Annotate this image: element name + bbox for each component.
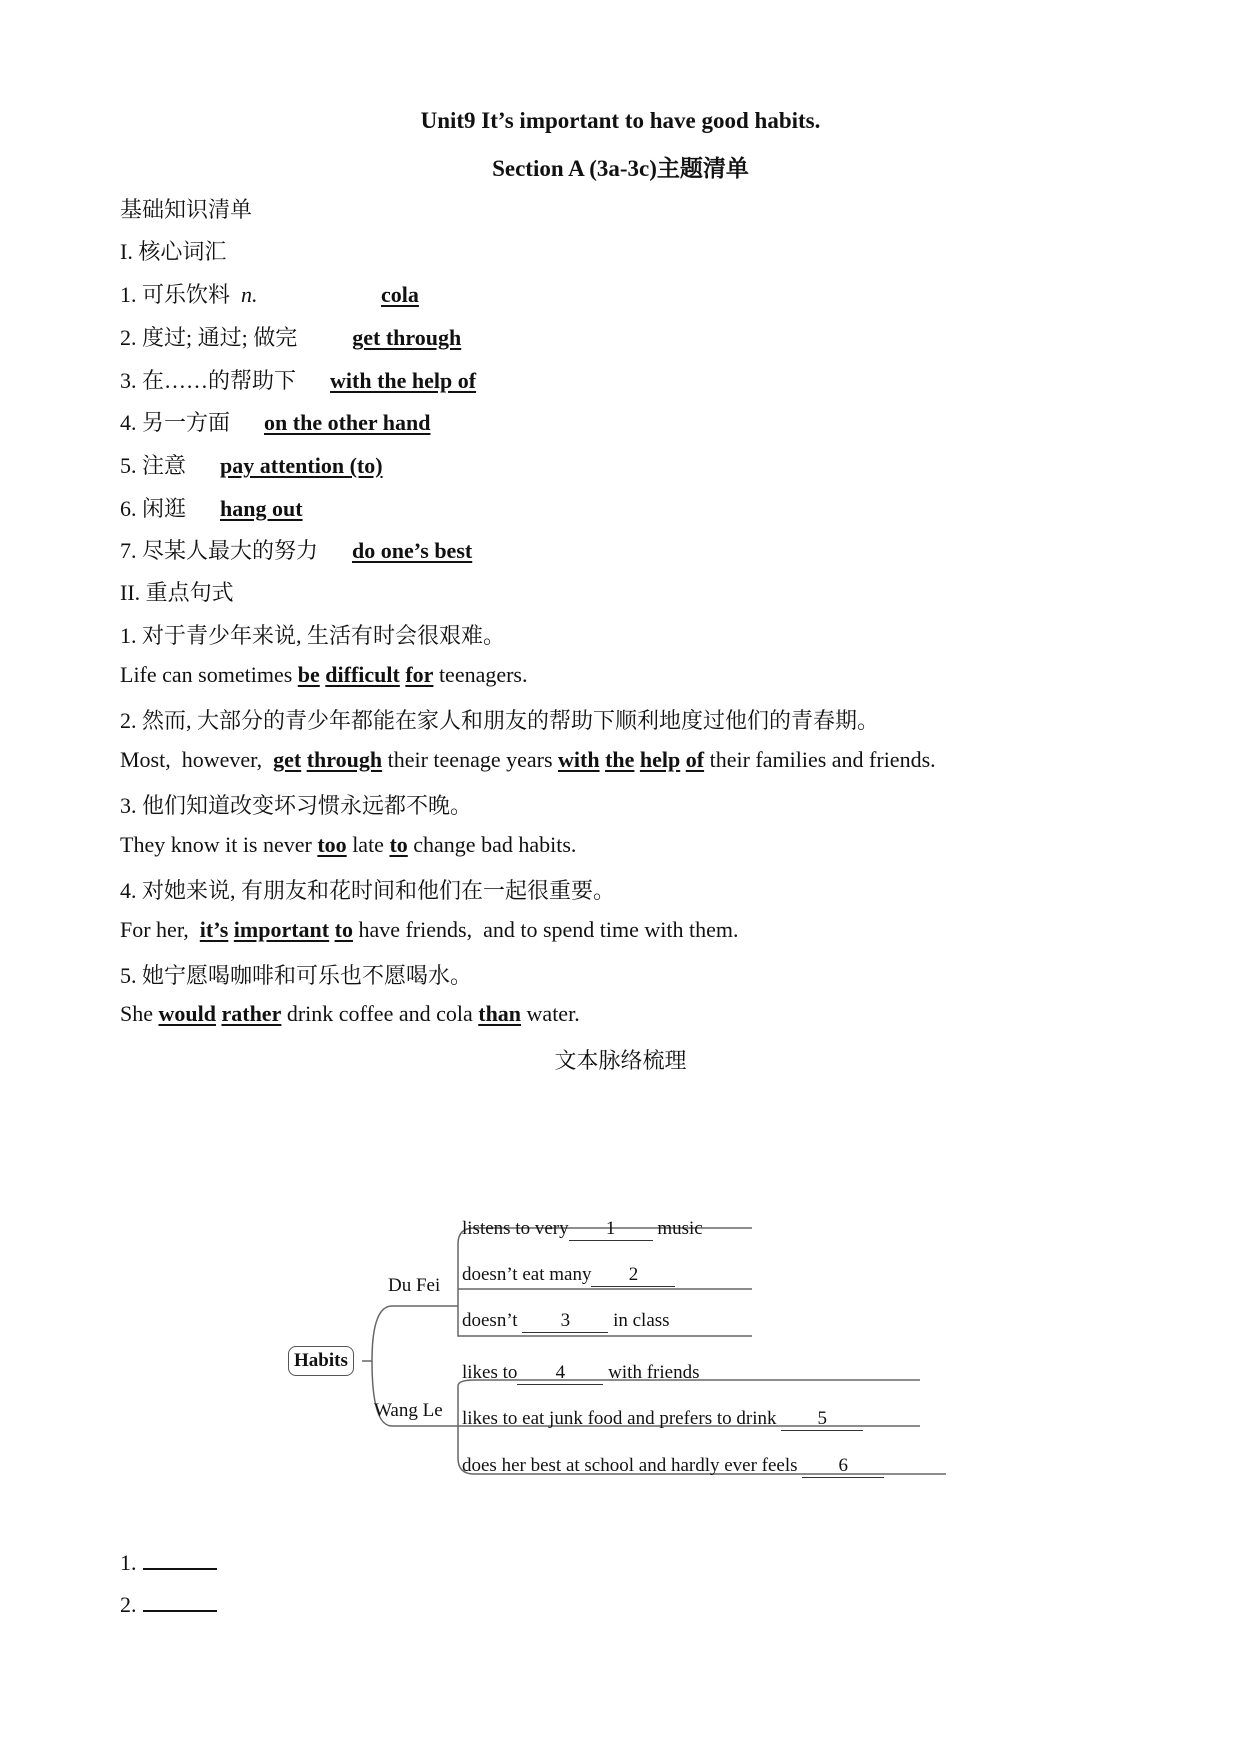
vocab-pos: n.: [241, 282, 258, 307]
answer-line: [120, 1592, 217, 1618]
answer-num: 1.: [120, 1550, 137, 1575]
mindmap-leaf: [462, 1455, 884, 1478]
page-title: Unit9 It’s important to have good habits.: [420, 108, 821, 133]
vocab-item: [120, 406, 430, 437]
vocab-item: [120, 364, 476, 395]
sentence-answer: help: [639, 747, 681, 772]
vocab-item: [120, 321, 461, 352]
sentence-answer: the: [605, 747, 635, 772]
vocab-item: [120, 449, 383, 480]
vocab-num: 5.: [120, 453, 137, 478]
sentence-answer: than: [478, 1001, 522, 1026]
sentence-text: teenagers.: [433, 662, 528, 687]
sentence-answer: to: [334, 917, 353, 942]
leaf-text: doesn’t: [462, 1310, 518, 1331]
leaf-blank: 3: [522, 1310, 608, 1333]
leaf-blank: 5: [781, 1408, 863, 1431]
vocab-cn: 闲逛: [142, 496, 187, 521]
leaf-blank: 1: [569, 1218, 653, 1241]
sentence-text: Most, however,: [120, 747, 274, 772]
vocab-answer: get through: [352, 325, 462, 350]
mindmap-branch-dufei: Du Fei: [388, 1275, 441, 1296]
vocab-cn: 另一方面: [142, 410, 231, 435]
answer-blank[interactable]: [143, 1592, 217, 1612]
sentence-text: drink coffee and cola: [281, 1001, 479, 1026]
sentence-cn: 1. 对于青少年来说, 生活有时会很艰难。: [120, 623, 506, 648]
sentence-answer: difficult: [325, 662, 400, 687]
vocab-num: 6.: [120, 496, 137, 521]
sentence-cn: 3. 他们知道改变坏习惯永远都不晚。: [120, 793, 473, 818]
vocab-item: [120, 534, 472, 565]
mindmap-leaf: [462, 1218, 703, 1241]
leaf-text: does her best at school and hardly ever feels: [462, 1455, 798, 1476]
sentence-answer: too: [317, 832, 347, 857]
sentence-cn: 2. 然而, 大部分的青少年都能在家人和朋友的帮助下顺利地度过他们的青春期。: [120, 708, 880, 733]
section-heading-basics: 基础知识清单: [120, 197, 253, 222]
page-subtitle: Section A (3a-3c)主题清单: [492, 156, 749, 181]
answer-num: 2.: [120, 1592, 137, 1617]
mindmap-branch-wangle: Wang Le: [374, 1400, 443, 1421]
vocab-num: 7.: [120, 538, 137, 563]
sentence-cn: 5. 她宁愿喝咖啡和可乐也不愿喝水。: [120, 963, 473, 988]
vocab-answer: hang out: [220, 496, 303, 521]
vocab-cn: 在……的帮助下: [142, 368, 297, 393]
vocab-answer: pay attention (to): [220, 453, 383, 478]
sentence-text: For her,: [120, 917, 200, 942]
sentence-text: Life can sometimes: [120, 662, 298, 687]
sentence-answer: to: [389, 832, 408, 857]
sentence-en: [120, 662, 528, 688]
mindmap-leaf: [462, 1310, 670, 1333]
sentence-text: their teenage years: [382, 747, 559, 772]
sentence-text: have friends, and to spend time with them.: [352, 917, 739, 942]
sentence-answer: be: [297, 662, 320, 687]
sentence-text: water.: [521, 1001, 580, 1026]
vocab-cn: 尽某人最大的努力: [142, 538, 319, 563]
vocab-num: 4.: [120, 410, 137, 435]
mindmap-root: Habits: [288, 1346, 354, 1376]
leaf-text: music: [657, 1218, 703, 1239]
vocab-answer: with the help of: [330, 368, 477, 393]
answer-blank[interactable]: [143, 1550, 217, 1570]
sentence-en: [120, 747, 936, 773]
vocab-cn: 可乐饮料: [142, 282, 231, 307]
sentences-heading: II. 重点句式: [120, 580, 234, 605]
sentence-text: their families and friends.: [704, 747, 936, 772]
leaf-blank: 4: [517, 1362, 603, 1385]
leaf-text: doesn’t eat many: [462, 1264, 592, 1285]
sentence-answer: of: [685, 747, 705, 772]
sentence-text: She: [120, 1001, 159, 1026]
sentence-answer: with: [558, 747, 600, 772]
mindmap-leaf: [462, 1362, 699, 1385]
sentence-answer: rather: [221, 1001, 282, 1026]
sentence-text: late: [346, 832, 390, 857]
sentence-answer: for: [405, 662, 434, 687]
leaf-text: with friends: [608, 1362, 700, 1383]
vocab-answer: on the other hand: [264, 410, 431, 435]
vocab-num: 2.: [120, 325, 137, 350]
vocab-answer: do one’s best: [352, 538, 473, 563]
mindmap-leaf: [462, 1264, 675, 1287]
leaf-blank: 2: [591, 1264, 675, 1287]
vocab-heading: I. 核心词汇: [120, 239, 227, 264]
sentence-answer: through: [306, 747, 383, 772]
sentence-en: [120, 832, 576, 858]
sentence-answer: important: [233, 917, 330, 942]
leaf-text: likes to: [462, 1362, 518, 1383]
leaf-text: in class: [613, 1310, 670, 1331]
vocab-cn: 注意: [142, 453, 187, 478]
sentence-cn: 4. 对她来说, 有朋友和花时间和他们在一起很重要。: [120, 878, 616, 903]
vocab-item: [120, 278, 419, 309]
vocab-cn: 度过; 通过; 做完: [142, 325, 298, 350]
vocab-answer: cola: [381, 282, 419, 307]
sentence-en: [120, 917, 738, 943]
vocab-num: 1.: [120, 282, 137, 307]
leaf-blank: 6: [802, 1455, 884, 1478]
answer-line: [120, 1550, 217, 1576]
sentence-answer: would: [158, 1001, 216, 1026]
vocab-num: 3.: [120, 368, 137, 393]
sentence-answer: get: [273, 747, 302, 772]
sentence-answer: it’s: [199, 917, 229, 942]
vocab-item: [120, 492, 303, 523]
sentence-text: change bad habits.: [407, 832, 577, 857]
leaf-text: listens to very: [462, 1218, 569, 1239]
leaf-text: likes to eat junk food and prefers to drink: [462, 1408, 777, 1429]
mindmap-heading: 文本脉络梳理: [554, 1048, 687, 1073]
mindmap-leaf: [462, 1408, 863, 1431]
sentence-text: They know it is never: [120, 832, 318, 857]
sentence-en: [120, 1001, 580, 1027]
